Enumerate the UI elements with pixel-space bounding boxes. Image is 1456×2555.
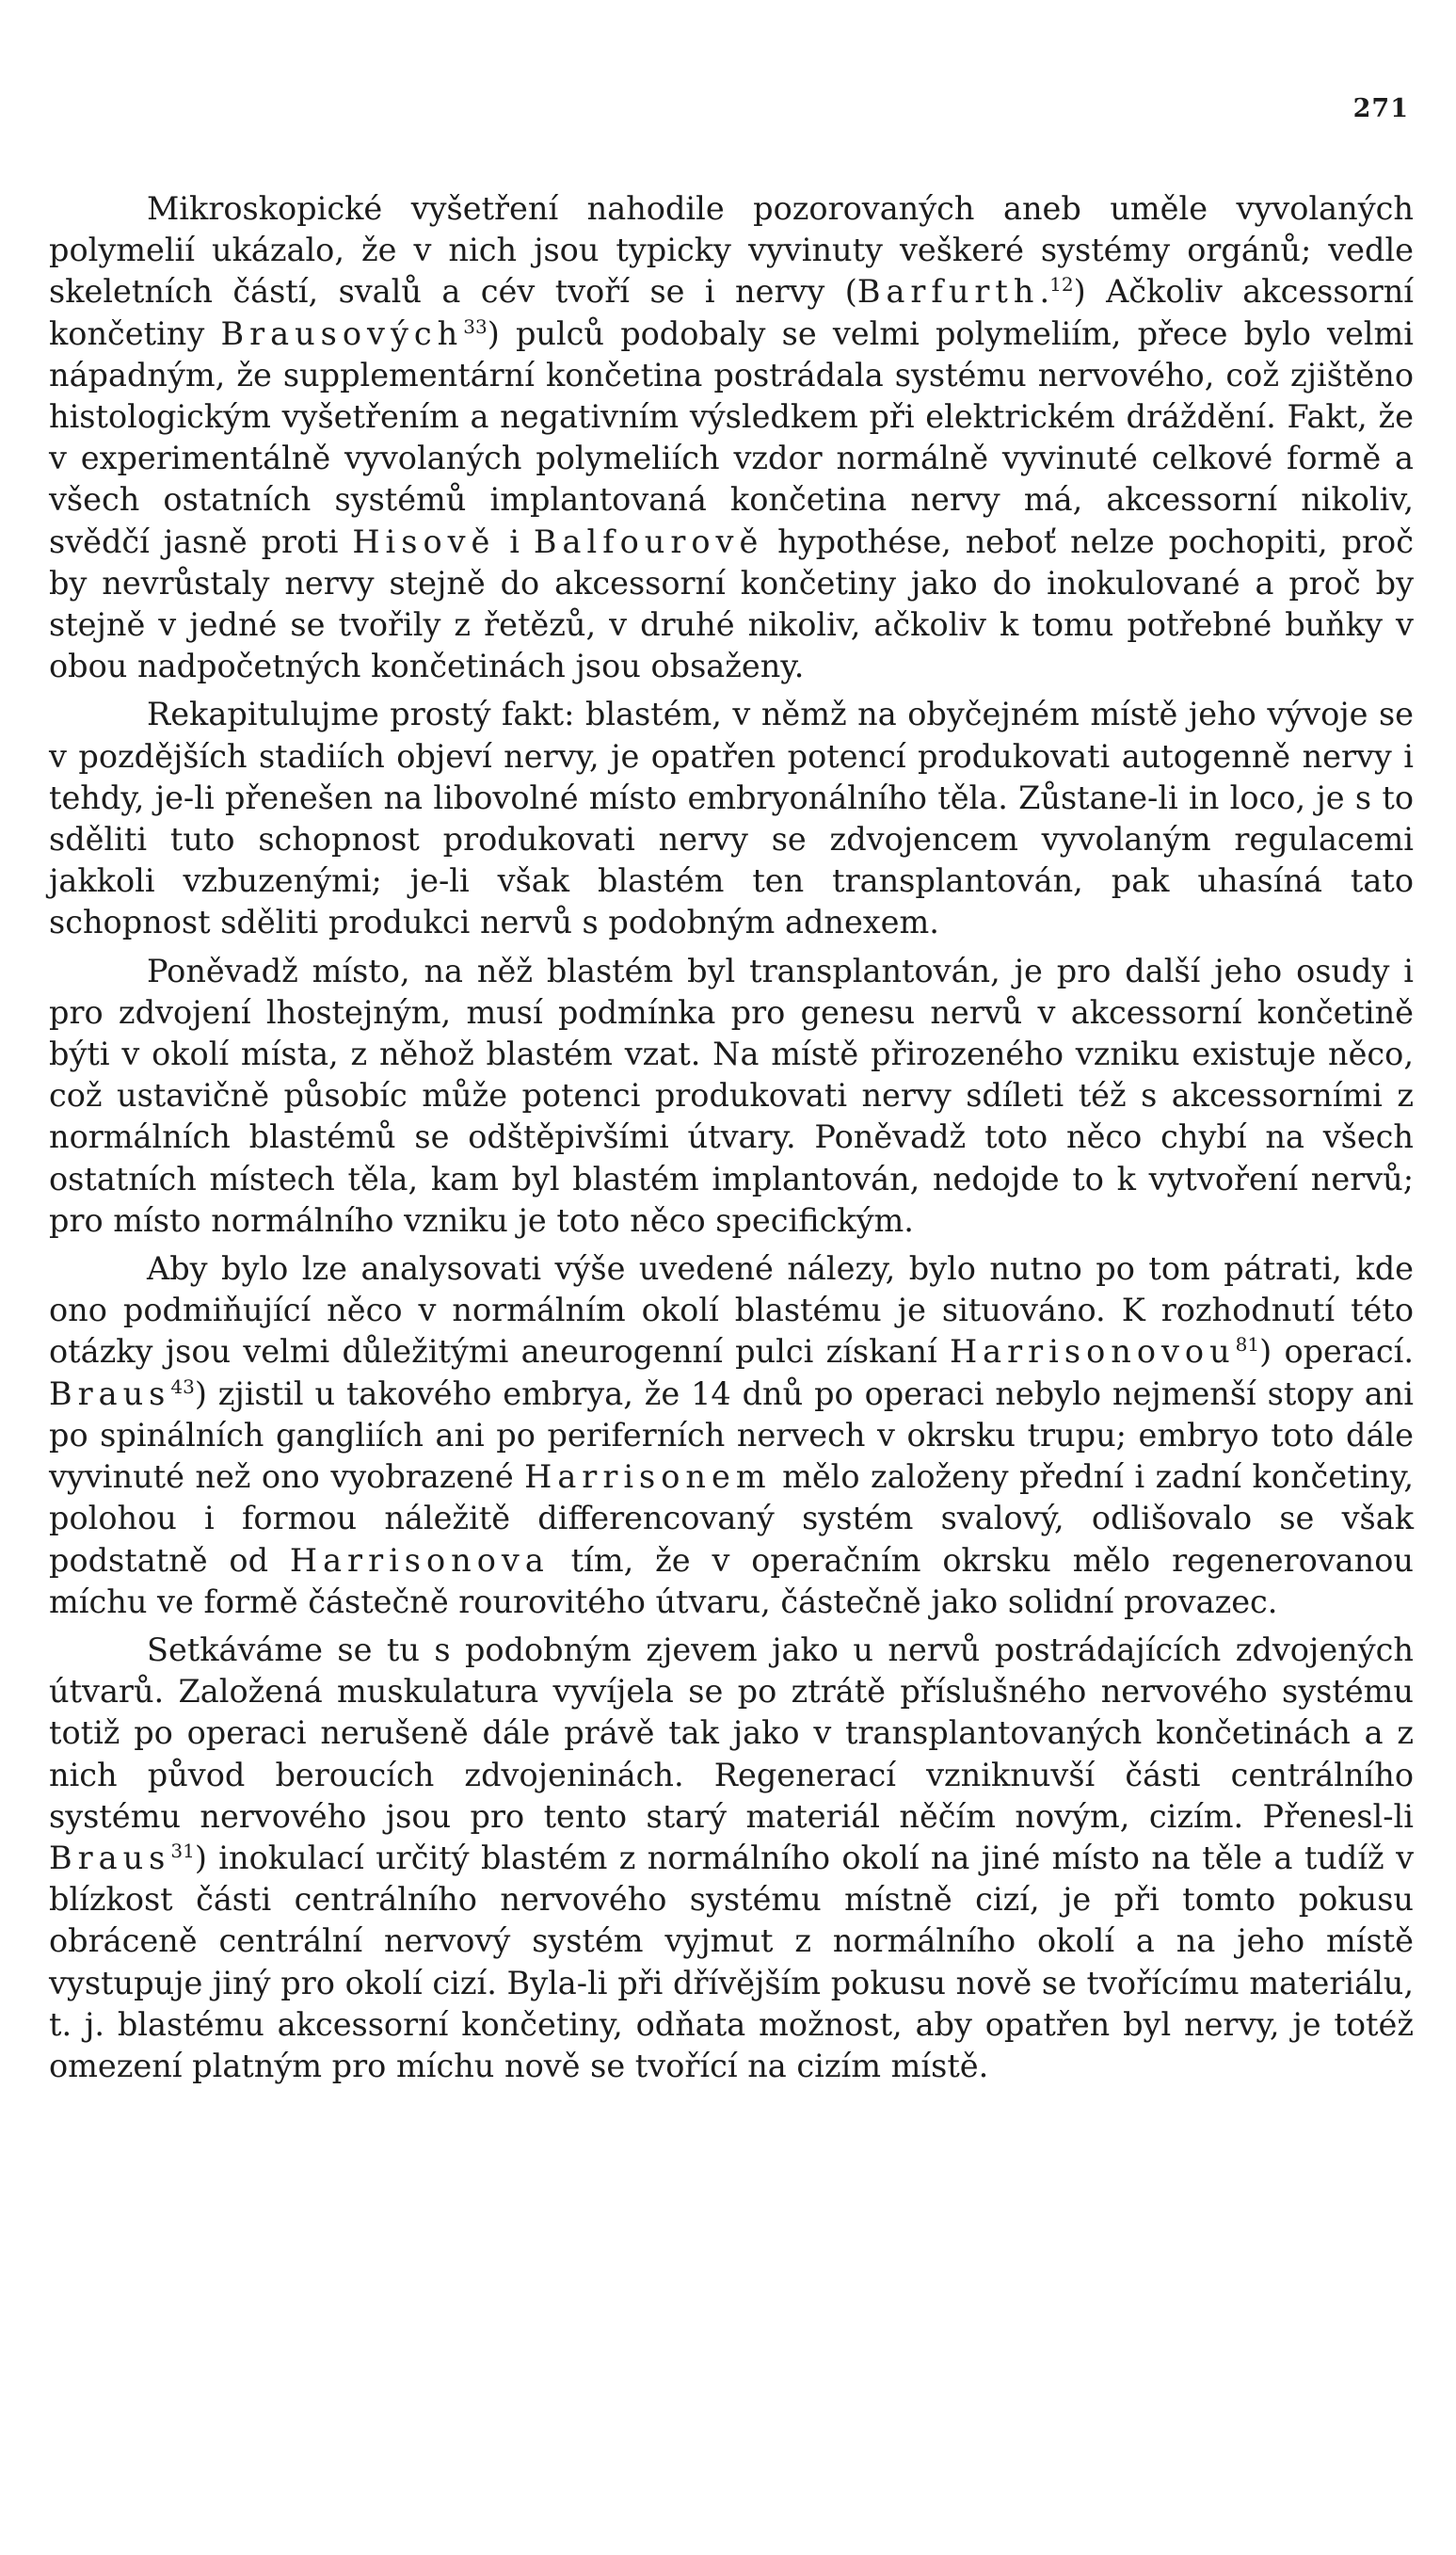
paragraph-1-period: . [1039,273,1050,311]
paragraph-1-text-a: Mikroskopické vyšetření nahodile pozorovaných aneb uměle vyvolaných polymelií ukázalo, že v nich jsou typicky vyvinuty veškeré systémy orgánů; vedle skeletních částí, svalů a cév tvoří se i nervy ( [49,190,1414,311]
paragraph-4-text-b: ) operací. [1259,1333,1414,1371]
paragraph-5-text-b: ) inokulací určitý blastém z normálního okolí na jiné místo na těle a tudíž v blízkost části centrálního nervového systému místně cizí, je při tomto pokusu obráceně centrální nervový systém vyjmut z normálního okolí a na jeho místě vystupuje jiný pro okolí cizí. Byla-li při dřívějším pokusu nově se tvořícímu materiálu, t. j. blastému akcessorní končetiny, odňata možnost, aby opatřen byl nervy, je totéž omezení platným pro míchu nově se tvořící na cizím místě. [49,1839,1414,2084]
author-barfurth: Barfurth [856,273,1040,311]
paragraph-5-text-a: Setkáváme se tu s podobným zjevem jako u nervů postrádajících zdvojených útvarů. Založená muskulatura vyvíjela se po ztrátě příslušného nervového systému totiž po operaci nerušeně dále právě tak jako v transplantovaných končetinách a z nich původ beroucích zdvojeninách. Regenerací vzniknuvší části centrálního systému nervového jsou pro tento starý materiál něčím novým, cizím. Přenesl-li [49,1631,1414,1835]
paragraph-1-text-d: i [495,522,534,560]
author-braus: Braus [49,1374,171,1412]
paragraph-5 [49,1630,1414,2087]
author-harrisonovou: Harrisonovou [949,1333,1236,1371]
reference-12: 12 [1049,273,1074,297]
author-balfourove: Balfourově [533,522,764,560]
reference-31: 31 [170,1839,195,1862]
text-body [49,188,1414,2094]
author-braus-2: Braus [49,1839,171,1876]
author-harrisonem: Harrisonem [524,1458,772,1496]
paragraph-1-text-e: hypothése, neboť nelze pochopiti, proč by nevrůstaly nervy stejně do akcessorní končetiny jako do inokulované a proč by stejně v jedné se tvořily z řetězů, v druhé nikoliv, ačkoliv k tomu potřebné buňky v obou nadpočetných končetinách jsou obsaženy. [49,522,1414,685]
paragraph-4-text-a: Aby bylo lze analysovati výše uvedené nálezy, bylo nutno po tom pátrati, kde ono podmiňující něco v normálním okolí blastému je situováno. K rozhodnutí této otázky jsou velmi důležitými aneurogenní pulci získaní [49,1250,1414,1371]
reference-33: 33 [463,314,488,338]
paragraph-4-text-d: mělo založeny přední i zadní končetiny, polohou i formou náležitě differencovaný systém svalový, odlišovalo se však podstatně od [49,1458,1414,1579]
paragraph-1-text-c: ) pulců podobaly se velmi polymeliím, přece bylo velmi nápadným, že supplementární končetina postrádala systému nervového, což zjištěno histologickým vyšetřením a negativním výsledkem při elektrickém dráždění. Fakt, že v experimentálně vyvolaných polymeliích vzdor normálně vyvinuté celkové formě a všech ostatních systémů implantovaná končetina nervy má, akcessorní nikoliv, svědčí jasně proti [49,314,1414,560]
reference-43: 43 [170,1374,195,1398]
page-number: 271 [1352,94,1409,123]
author-brausovych: Brausových [220,314,464,352]
paragraph-4-text-c: ) zjistil u takového embrya, že 14 dnů po operaci nebylo nejmenší stopy ani po spinálních gangliích ani po periferních nervech v okrsku trupu; embryo toto dále vyvinuté než ono vyobrazené [49,1374,1414,1496]
author-hisove: Hisově [352,522,496,560]
paragraph-3: Poněvadž místo, na něž blastém byl transplantován, je pro další jeho osudy i pro zdvojení lhostejným, musí podmínka pro genesu nervů v akcessorní končetině býti v okolí místa, z něhož blastém vzat. Na místě přirozeného vzniku existuje něco, což ustavičně působíc může potenci produkovati nervy sdíleti též s akcessorními z normálních blastémů se odštěpivšími útvary. Poněvadž toto něco chybí na všech ostatních místech těla, kam byl blastém implantován, nedojde to k vytvoření nervů; pro místo normálního vzniku je toto něco specifickým. [49,952,1414,1239]
paragraph-4 [49,1248,1414,1623]
author-harrisonova: Harrisonova [289,1541,550,1579]
paragraph-1 [49,188,1414,687]
paragraph-1-text-b: ) Ačkoliv akcessorní končetiny [49,273,1415,352]
reference-81: 81 [1235,1333,1260,1357]
paragraph-4-text-e: tím, že v operačním okrsku mělo regenerovanou míchu ve formě částečně rourovitého útvaru, částečně jako solidní provazec. [49,1541,1414,1620]
paragraph-2: Rekapitulujme prostý fakt: blastém, v němž na obyčejném místě jeho vývoje se v pozdějších stadiích objeví nervy, je opatřen potencí produkovati autogenně nervy i tehdy, je-li přenešen na libovolné místo embryonálního těla. Zůstane-li in loco, je s to sděliti tuto schopnost produkovati nervy se zdvojencem vyvolaným regulacemi jakkoli vzbuzenými; je-li však blastém ten transplantován, pak uhasíná tato schopnost sděliti produkci nervů s podobným adnexem. [49,696,1414,941]
